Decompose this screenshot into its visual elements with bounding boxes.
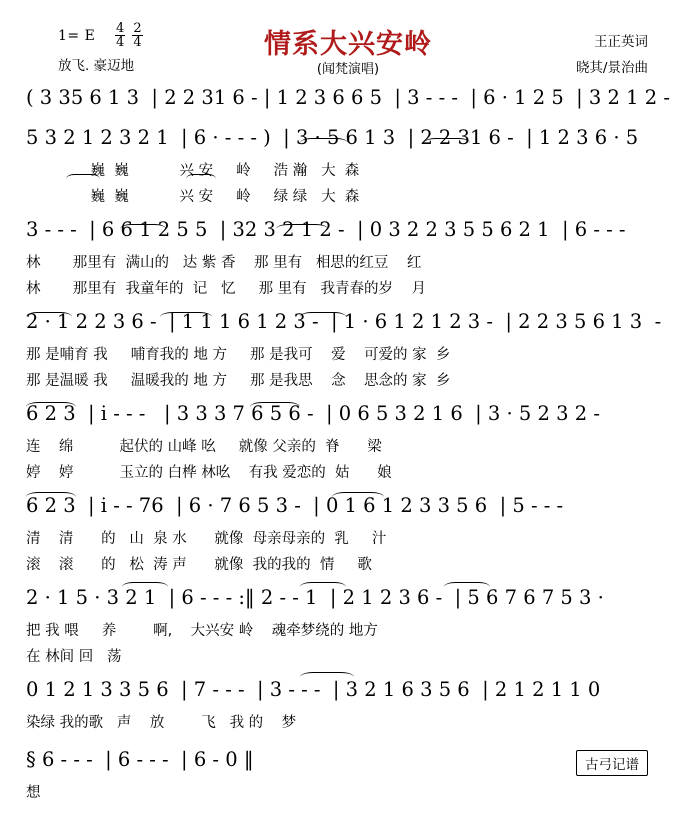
lyrics-line-7a: 把 我 喂 养 啊, 大兴安 岭 魂牵梦绕的 地方 xyxy=(26,623,378,639)
music-system-3 xyxy=(0,218,696,310)
music-system-2 xyxy=(0,126,696,218)
notation-line-2: 5 3 2 1 2 3 2 1 | 6 · - - - ) | 3 · 5 6 1 3 | 2 2 31 6 - | 1 2 3 6 · 5 xyxy=(26,126,639,149)
lyrics-line-8a: 染绿 我的歌 声 放 飞 我 的 梦 xyxy=(26,715,297,731)
lyrics-line-5b: 婷 婷 玉立的 白桦 林吆 有我 爱恋的 姑 娘 xyxy=(26,465,392,481)
music-system-4 xyxy=(0,310,696,402)
lyrics-line-2a: 巍 巍 兴 安 岭 浩 瀚 大 森 xyxy=(26,163,360,179)
time-signature-4-4-numerator: 4 xyxy=(116,21,125,36)
notation-line-3: 3 - - - | 6 6 1 2 5 5 | 32 3 2 1 2 - | 0 3 2 2 3 5 5 6 2 1 | 6 - - - xyxy=(26,218,626,241)
lyrics-line-6a: 清 清 的 山 泉 水 就像 母亲母亲的 乳 汁 xyxy=(26,531,387,547)
lyrics-line-2b: 巍 巍 兴 安 岭 绿 绿 大 森 xyxy=(26,189,360,205)
lyrics-line-6b: 滚 滚 的 松 涛 声 就像 我的我的 情 歌 xyxy=(26,557,372,573)
lyrics-line-9a: 想 xyxy=(26,785,41,801)
lyrics-line-5a: 连 绵 起伏的 山峰 吆 就像 父亲的 脊 梁 xyxy=(26,439,382,455)
notation-line-4: 2 · 1 2 2 3 6 - | 1 1 1 6 1 2 3 - | 1 · 6 1 2 1 2 3 - | 2 2 3 5 6 1 3 - xyxy=(26,310,662,333)
lyrics-line-4b: 那 是温暖 我 温暖我的 地 方 那 是我思 念 思念的 家 乡 xyxy=(26,373,451,389)
lyricist-credit: 王正英词 xyxy=(594,34,648,50)
page-title: 情系大兴安岭 xyxy=(264,29,432,60)
lyrics-line-4a: 那 是哺育 我 哺育我的 地 方 那 是我可 爱 可爱的 家 乡 xyxy=(26,347,451,363)
notation-line-8: 0 1 2 1 3 3 5 6 | 7 - - - | 3 - - - | 3 2 1 6 3 5 6 | 2 1 2 1 1 0 xyxy=(26,678,601,701)
notation-line-6: 6 2 3 | i - - 76 | 6 · 7 6 5 3 - | 0 1 6 1 2 3 3 5 6 | 5 - - - xyxy=(26,494,564,517)
key-signature: 1= E xyxy=(58,28,96,44)
notation-line-5: 6 2 3 | i - - - | 3 3 3 7 6 5 6 - | 0 6 5 3 2 1 6 | 3 · 5 2 3 2 - xyxy=(26,402,600,425)
time-signature-2-4-numerator: 2 xyxy=(133,21,142,36)
notation-credit: 古弓记谱 xyxy=(576,750,648,776)
notation-line-9: § 6 - - - | 6 - - - | 6 - 0 ‖ xyxy=(26,748,254,771)
notation-line-1: ( 3 35 6 1 3 | 2 2 31 6 - | 1 2 3 6 6 5 | 3 - - - | 6 · 1 2 5 | 3 2 1 2 - xyxy=(26,86,670,109)
music-system-8 xyxy=(0,678,696,748)
lyrics-line-3a: 林 那里有 满山的 达 紫 香 那 里有 相思的红豆 红 xyxy=(26,255,422,271)
music-system-6 xyxy=(0,494,696,586)
performer-subtitle: (闻梵演唱) xyxy=(316,62,380,77)
tempo-marking: 放飞. 豪迈地 xyxy=(58,58,135,74)
music-system-7 xyxy=(0,586,696,678)
notation-line-7: 2 · 1 5 · 3 2 1 | 6 - - - :‖ 2 - - 1 | 2 1 2 3 6 - | 5 6 7 6 7 5 3 · xyxy=(26,586,604,609)
lyrics-line-3b: 林 那里有 我童年的 记 忆 那 里有 我青春的岁 月 xyxy=(26,281,426,297)
time-signature-4-4-denominator: 4 xyxy=(116,35,125,50)
sheet-header xyxy=(0,0,696,86)
lyrics-line-7b: 在 林间 回 荡 xyxy=(26,649,122,665)
time-signature-2-4-denominator: 4 xyxy=(133,35,142,50)
composer-credit: 晓其/景治曲 xyxy=(575,60,648,76)
music-system-5 xyxy=(0,402,696,494)
music-system-1 xyxy=(0,86,696,126)
